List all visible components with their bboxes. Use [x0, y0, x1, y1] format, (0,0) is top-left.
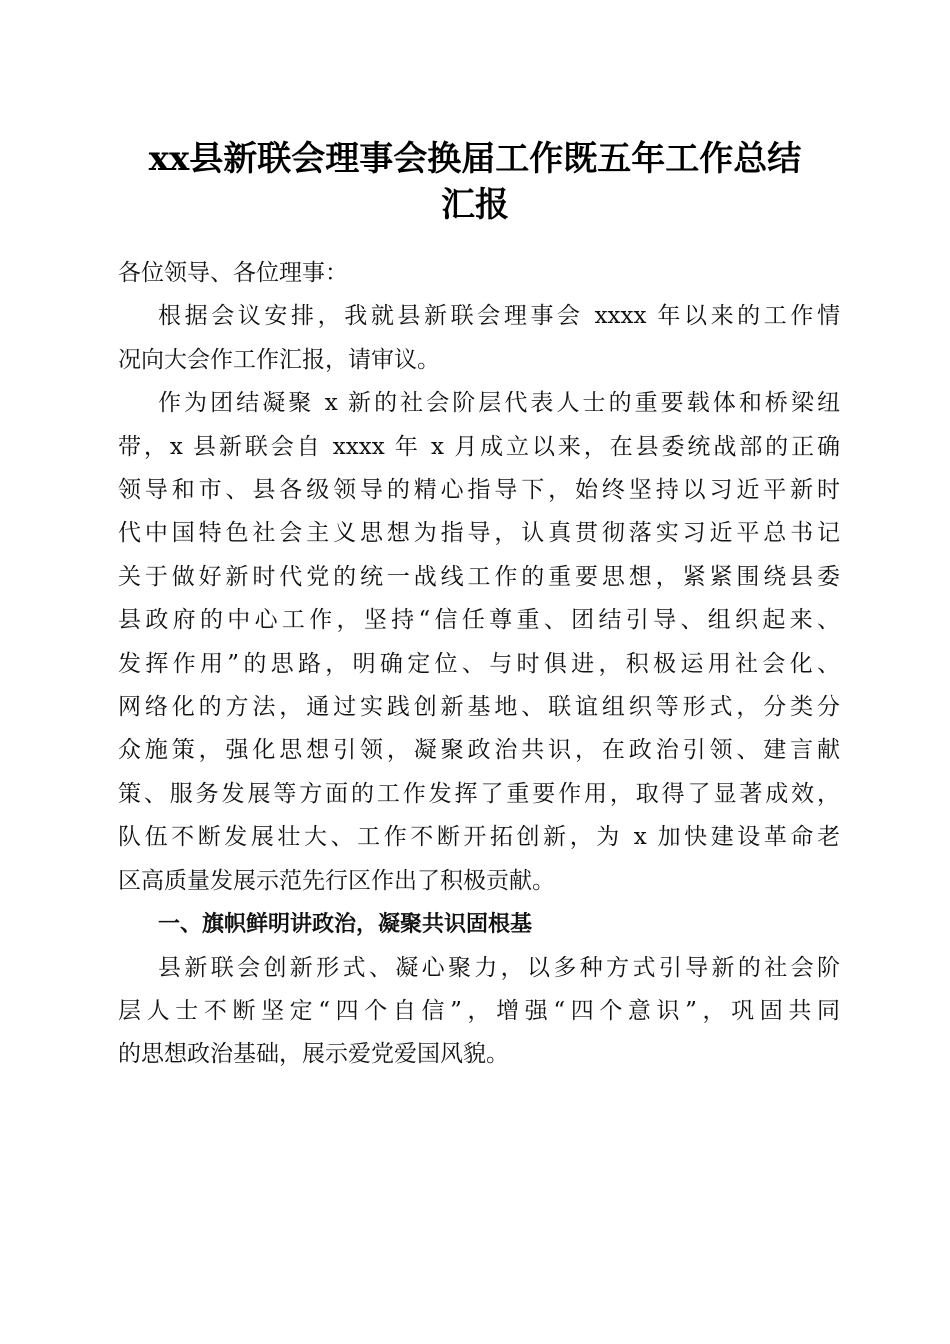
paragraph-line: 县政府的中心工作，坚持“信任尊重、团结引导、组织起来、	[118, 607, 840, 634]
paragraph-line: 领导和市、县各级领导的精心指导下，始终坚持以习近平新时	[118, 477, 840, 504]
title-line-1: xx县新联会理事会换届工作既五年工作总结	[148, 139, 802, 179]
paragraph-line: 网络化的方法，通过实践创新基地、联谊组织等形式，分类分	[118, 694, 840, 721]
section-heading-1: 一、旗帜鲜明讲政治，凝聚共识固根基	[158, 912, 533, 938]
paragraph-line: 众施策，强化思想引领，凝聚政治共识，在政治引领、建言献	[118, 737, 840, 764]
paragraph-line: 的思想政治基础，展示爱党爱国风貌。	[118, 1041, 509, 1068]
paragraph-line: 根据会议安排，我就县新联会理事会 xxxx 年以来的工作情	[158, 303, 840, 330]
paragraph-line: 带，x 县新联会自 xxxx 年 x 月成立以来，在县委统战部的正确	[118, 433, 840, 460]
paragraph-3	[118, 947, 840, 1077]
paragraph-line: 作为团结凝聚 x 新的社会阶层代表人士的重要载体和桥梁纽	[158, 390, 840, 417]
paragraph-line: 关于做好新时代党的统一战线工作的重要思想，紧紧围绕县委	[118, 563, 840, 590]
title-line-2: 汇报	[441, 185, 509, 225]
paragraph-line: 策、服务发展等方面的工作发挥了重要作用，取得了显著成效，	[118, 780, 840, 807]
paragraph-line: 县新联会创新形式、凝心聚力，以多种方式引导新的社会阶	[158, 954, 840, 981]
paragraph-line: 发挥作用”的思路，明确定位、与时俱进，积极运用社会化、	[118, 650, 840, 677]
paragraph-line: 况向大会作工作汇报，请审议。	[118, 346, 440, 373]
paragraph-line: 层人士不断坚定“四个自信”，增强“四个意识”，巩固共同	[118, 997, 840, 1024]
paragraph-line: 区高质量发展示范先行区作出了积极贡献。	[118, 867, 555, 894]
document-title	[100, 136, 850, 228]
paragraph-line: 代中国特色社会主义思想为指导，认真贯彻落实习近平总书记	[118, 520, 840, 547]
salutation: 各位领导、各位理事：	[118, 260, 348, 286]
paragraph-line: 队伍不断发展壮大、工作不断开拓创新，为 x 加快建设革命老	[118, 824, 840, 851]
paragraph-1	[118, 295, 840, 382]
paragraph-2	[118, 382, 840, 903]
document-body	[118, 252, 840, 1077]
